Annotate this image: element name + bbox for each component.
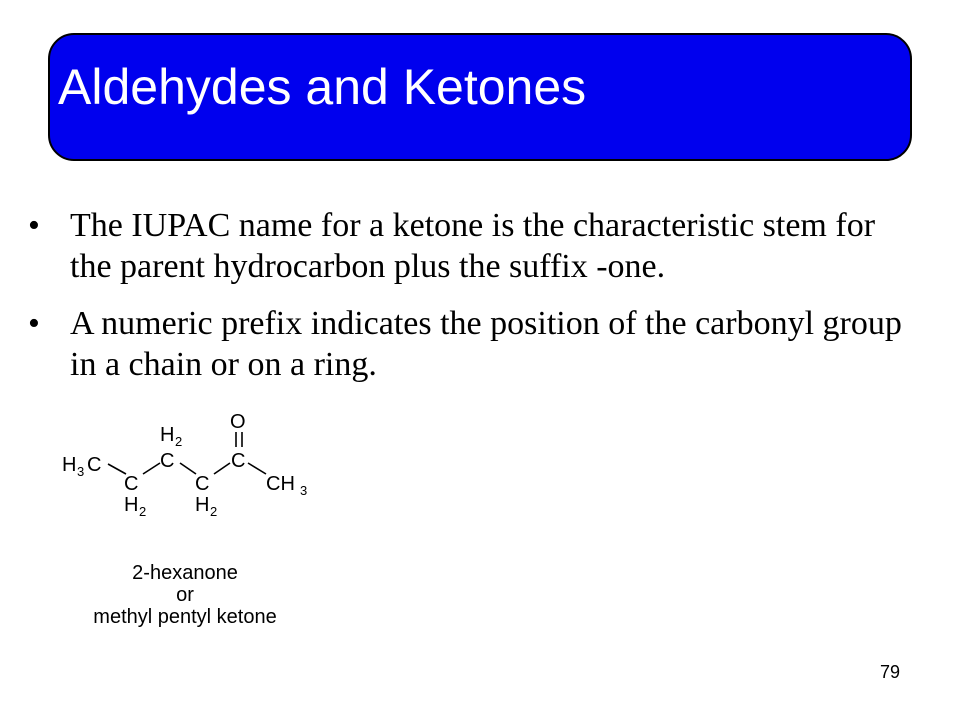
atom-c2: C	[124, 473, 139, 495]
bond-c5-c6	[248, 463, 266, 474]
caption-line-common-name: methyl pentyl ketone	[93, 606, 277, 628]
molecule-caption	[60, 562, 310, 628]
bullet-glyph: •	[28, 305, 40, 342]
page-number: 79	[880, 662, 901, 682]
atom-h3c-c: C	[87, 454, 102, 476]
bond-c2-c3	[143, 463, 160, 474]
bullet-glyph: •	[28, 207, 40, 244]
atom-c4-sub: 2	[210, 504, 218, 519]
caption-line-or: or	[176, 584, 194, 606]
atom-c4: C	[195, 473, 210, 495]
bullet-text: The IUPAC name for a ketone is the characteristic stem for the parent hydrocarbon plus the suffix -one.	[70, 207, 876, 285]
atom-oxygen: O	[230, 411, 246, 433]
atom-c5: C	[231, 450, 246, 472]
bullet-text: A numeric prefix indicates the position of the carbonyl group in a chain or on a ring.	[70, 305, 902, 383]
caption-line-name: 2-hexanone	[132, 562, 238, 584]
atom-ch3-sub: 3	[300, 483, 308, 498]
bond-c3-c4	[180, 463, 196, 474]
atom-c3-sub: 2	[175, 434, 183, 449]
atom-c3-h: H	[160, 424, 175, 446]
atom-c2-h: H	[124, 494, 139, 516]
atom-c2-sub: 2	[139, 504, 147, 519]
bond-c4-c5	[214, 463, 230, 474]
atom-c4-h: H	[195, 494, 210, 516]
atom-c3: C	[160, 450, 175, 472]
atom-h3c-h: H	[62, 454, 77, 476]
atom-ch3: CH	[266, 473, 295, 495]
atom-h3c-sub: 3	[77, 464, 85, 479]
slide-title: Aldehydes and Ketones	[58, 59, 587, 115]
